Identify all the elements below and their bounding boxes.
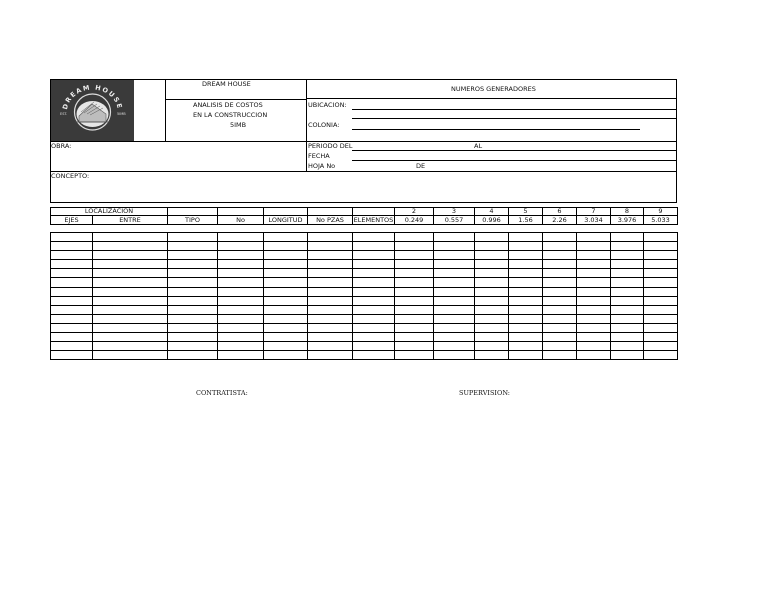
table-cell[interactable] xyxy=(644,278,678,287)
house-logo-icon xyxy=(51,80,134,141)
supervision-label: SUPERVISION: xyxy=(459,389,510,397)
table-cell[interactable] xyxy=(218,251,264,260)
table-cell[interactable] xyxy=(644,233,678,242)
table-cell[interactable] xyxy=(264,323,308,332)
table-cell[interactable] xyxy=(395,260,434,269)
table-cell[interactable] xyxy=(644,287,678,296)
table-cell[interactable] xyxy=(611,269,644,278)
table-cell[interactable] xyxy=(644,323,678,332)
contratista-label: CONTRATISTA: xyxy=(196,389,248,397)
table-cell[interactable] xyxy=(308,233,353,242)
table-row xyxy=(51,333,678,342)
table-cell[interactable] xyxy=(168,287,218,296)
table-cell[interactable] xyxy=(543,314,577,323)
table-cell[interactable] xyxy=(611,323,644,332)
table-cell[interactable] xyxy=(308,287,353,296)
table-cell[interactable] xyxy=(644,296,678,305)
table-cell[interactable] xyxy=(51,269,93,278)
company-logo xyxy=(51,80,134,141)
table-cell[interactable] xyxy=(353,342,395,351)
table-cell[interactable] xyxy=(168,342,218,351)
table-cell[interactable] xyxy=(93,351,168,360)
table-cell[interactable] xyxy=(308,314,353,323)
size-header: 6 xyxy=(543,208,577,216)
table-cell[interactable] xyxy=(543,251,577,260)
subtitle-line-1: ANALISIS DE COSTOS xyxy=(193,101,263,109)
size-header: 7 xyxy=(577,208,611,216)
table-cell[interactable] xyxy=(434,305,475,314)
table-cell[interactable] xyxy=(644,269,678,278)
table-cell[interactable] xyxy=(51,314,93,323)
table-cell[interactable] xyxy=(264,333,308,342)
table-cell[interactable] xyxy=(264,260,308,269)
table-cell[interactable] xyxy=(353,314,395,323)
table-cell[interactable] xyxy=(51,305,93,314)
table-cell[interactable] xyxy=(264,314,308,323)
table-cell[interactable] xyxy=(51,278,93,287)
table-row xyxy=(51,242,678,251)
table-cell[interactable] xyxy=(509,287,543,296)
colonia-label: COLONIA: xyxy=(308,121,340,129)
table-cell[interactable] xyxy=(264,242,308,251)
table-cell[interactable] xyxy=(264,233,308,242)
table-cell[interactable] xyxy=(51,342,93,351)
table-cell[interactable] xyxy=(168,351,218,360)
table-cell[interactable] xyxy=(308,260,353,269)
elementos-header: ELEMENTOS xyxy=(353,215,394,224)
table-cell[interactable] xyxy=(93,242,168,251)
table-cell[interactable] xyxy=(395,314,434,323)
table-row xyxy=(51,314,678,323)
table-cell[interactable] xyxy=(51,333,93,342)
table-cell[interactable] xyxy=(264,287,308,296)
table-cell[interactable] xyxy=(93,305,168,314)
table-cell[interactable] xyxy=(577,296,611,305)
table-cell[interactable] xyxy=(475,323,509,332)
entre-header: ENTRE xyxy=(93,216,168,225)
table-cell[interactable] xyxy=(218,305,264,314)
table-cell[interactable] xyxy=(475,287,509,296)
table-cell[interactable] xyxy=(353,233,395,242)
table-cell[interactable] xyxy=(264,342,308,351)
table-cell[interactable] xyxy=(509,305,543,314)
table-cell[interactable] xyxy=(308,323,353,332)
table-cell[interactable] xyxy=(543,278,577,287)
table-cell[interactable] xyxy=(543,260,577,269)
table-cell[interactable] xyxy=(168,333,218,342)
table-cell[interactable] xyxy=(395,242,434,251)
table-cell[interactable] xyxy=(353,269,395,278)
table-cell[interactable] xyxy=(509,269,543,278)
table-cell[interactable] xyxy=(308,342,353,351)
table-cell[interactable] xyxy=(543,351,577,360)
table-cell[interactable] xyxy=(611,287,644,296)
weight-header: 3.976 xyxy=(611,216,644,225)
table-cell[interactable] xyxy=(353,333,395,342)
table-cell[interactable] xyxy=(168,251,218,260)
table-cell[interactable] xyxy=(264,278,308,287)
table-cell[interactable] xyxy=(264,305,308,314)
table-cell[interactable] xyxy=(395,305,434,314)
table-cell[interactable] xyxy=(93,269,168,278)
table-cell[interactable] xyxy=(218,323,264,332)
table-cell[interactable] xyxy=(543,305,577,314)
table-cell[interactable] xyxy=(611,314,644,323)
table-cell[interactable] xyxy=(475,260,509,269)
column-header-table xyxy=(50,207,678,225)
table-cell[interactable] xyxy=(395,323,434,332)
table-cell[interactable] xyxy=(475,351,509,360)
table-cell[interactable] xyxy=(543,333,577,342)
table-cell[interactable] xyxy=(353,251,395,260)
table-cell[interactable] xyxy=(509,314,543,323)
table-cell[interactable] xyxy=(353,351,395,360)
table-cell[interactable] xyxy=(611,233,644,242)
periodo-label: PERIODO DEL xyxy=(308,142,353,150)
table-cell[interactable] xyxy=(577,342,611,351)
table-cell[interactable] xyxy=(353,242,395,251)
table-cell[interactable] xyxy=(509,342,543,351)
table-row xyxy=(51,342,678,351)
table-cell[interactable] xyxy=(434,296,475,305)
company-name: DREAM HOUSE xyxy=(202,80,251,88)
table-cell[interactable] xyxy=(543,242,577,251)
obra-label: OBRA: xyxy=(51,142,72,150)
table-cell[interactable] xyxy=(577,269,611,278)
table-row xyxy=(51,287,678,296)
table-cell[interactable] xyxy=(543,269,577,278)
table-cell[interactable] xyxy=(218,342,264,351)
table-cell[interactable] xyxy=(395,351,434,360)
table-cell[interactable] xyxy=(353,287,395,296)
table-cell[interactable] xyxy=(168,260,218,269)
table-cell[interactable] xyxy=(308,278,353,287)
table-cell[interactable] xyxy=(434,333,475,342)
weight-header: 0.996 xyxy=(475,216,509,225)
table-cell[interactable] xyxy=(611,305,644,314)
ubicacion-line xyxy=(352,109,677,110)
tipo-header: TIPO xyxy=(168,216,218,225)
table-cell[interactable] xyxy=(475,305,509,314)
table-cell[interactable] xyxy=(543,287,577,296)
table-cell[interactable] xyxy=(308,351,353,360)
table-cell[interactable] xyxy=(577,333,611,342)
table-cell[interactable] xyxy=(308,333,353,342)
table-cell[interactable] xyxy=(168,305,218,314)
table-cell[interactable] xyxy=(644,305,678,314)
table-cell[interactable] xyxy=(395,287,434,296)
table-cell[interactable] xyxy=(218,269,264,278)
table-cell[interactable] xyxy=(51,260,93,269)
table-cell[interactable] xyxy=(51,287,93,296)
table-cell[interactable] xyxy=(509,242,543,251)
document-title: NUMEROS GENERADORES xyxy=(451,85,536,93)
table-cell[interactable] xyxy=(395,333,434,342)
table-cell[interactable] xyxy=(395,251,434,260)
table-cell[interactable] xyxy=(644,242,678,251)
table-cell[interactable] xyxy=(611,260,644,269)
table-cell[interactable] xyxy=(93,342,168,351)
table-row xyxy=(51,296,678,305)
table-cell[interactable] xyxy=(218,296,264,305)
table-row xyxy=(51,251,678,260)
table-cell[interactable] xyxy=(353,296,395,305)
table-cell[interactable] xyxy=(353,260,395,269)
table-cell[interactable] xyxy=(434,242,475,251)
table-cell[interactable] xyxy=(264,269,308,278)
table-cell[interactable] xyxy=(509,251,543,260)
table-cell[interactable] xyxy=(353,278,395,287)
table-cell[interactable] xyxy=(577,351,611,360)
table-cell[interactable] xyxy=(93,296,168,305)
concepto-block xyxy=(50,171,677,203)
table-cell[interactable] xyxy=(475,342,509,351)
table-cell[interactable] xyxy=(577,242,611,251)
table-cell[interactable] xyxy=(308,251,353,260)
table-row xyxy=(51,269,678,278)
table-cell[interactable] xyxy=(509,351,543,360)
table-cell[interactable] xyxy=(168,323,218,332)
size-header: 2 xyxy=(395,208,434,216)
table-cell[interactable] xyxy=(434,323,475,332)
weight-header: 0.557 xyxy=(434,216,475,225)
header-block xyxy=(50,79,677,172)
table-cell[interactable] xyxy=(543,296,577,305)
table-cell[interactable] xyxy=(395,342,434,351)
table-cell[interactable] xyxy=(353,323,395,332)
table-cell[interactable] xyxy=(509,233,543,242)
table-cell[interactable] xyxy=(93,278,168,287)
table-cell[interactable] xyxy=(509,296,543,305)
table-cell[interactable] xyxy=(577,233,611,242)
ubicacion-label: UBICACION: xyxy=(308,101,347,109)
table-cell[interactable] xyxy=(611,296,644,305)
table-cell[interactable] xyxy=(577,323,611,332)
table-cell[interactable] xyxy=(644,351,678,360)
table-cell[interactable] xyxy=(218,260,264,269)
ejes-header: EJES xyxy=(51,216,93,225)
table-cell[interactable] xyxy=(395,296,434,305)
table-cell[interactable] xyxy=(93,233,168,242)
table-cell[interactable] xyxy=(168,314,218,323)
weight-header: 1.56 xyxy=(509,216,543,225)
table-cell[interactable] xyxy=(509,260,543,269)
table-cell[interactable] xyxy=(51,296,93,305)
size-header: 9 xyxy=(644,208,678,216)
table-cell[interactable] xyxy=(218,333,264,342)
table-cell[interactable] xyxy=(644,342,678,351)
table-row xyxy=(51,233,678,242)
table-cell[interactable] xyxy=(51,351,93,360)
al-label: AL xyxy=(474,142,483,150)
weight-header: 5.033 xyxy=(644,216,678,225)
table-cell[interactable] xyxy=(308,242,353,251)
table-cell[interactable] xyxy=(611,278,644,287)
table-cell[interactable] xyxy=(475,296,509,305)
de-label: DE xyxy=(416,162,426,170)
table-cell[interactable] xyxy=(434,342,475,351)
table-cell[interactable] xyxy=(264,296,308,305)
table-cell[interactable] xyxy=(51,323,93,332)
table-cell[interactable] xyxy=(218,351,264,360)
table-cell[interactable] xyxy=(434,251,475,260)
table-row xyxy=(51,305,678,314)
table-cell[interactable] xyxy=(577,287,611,296)
table-cell[interactable] xyxy=(434,233,475,242)
table-cell[interactable] xyxy=(168,233,218,242)
table-row xyxy=(51,351,678,360)
table-cell[interactable] xyxy=(93,333,168,342)
table-cell[interactable] xyxy=(611,251,644,260)
table-cell[interactable] xyxy=(577,278,611,287)
table-cell[interactable] xyxy=(434,260,475,269)
table-cell[interactable] xyxy=(168,269,218,278)
table-cell[interactable] xyxy=(264,251,308,260)
table-cell[interactable] xyxy=(51,233,93,242)
table-cell[interactable] xyxy=(308,305,353,314)
table-cell[interactable] xyxy=(434,269,475,278)
size-header: 3 xyxy=(434,208,475,216)
table-cell[interactable] xyxy=(543,342,577,351)
table-cell[interactable] xyxy=(353,305,395,314)
table-cell[interactable] xyxy=(218,242,264,251)
hoja-label: HOJA No xyxy=(308,162,336,170)
colonia-line xyxy=(352,129,640,130)
table-cell[interactable] xyxy=(51,251,93,260)
table-row xyxy=(51,323,678,332)
size-header: 4 xyxy=(475,208,509,216)
weight-header: 0.249 xyxy=(395,216,434,225)
subtitle-line-2: EN LA CONSTRUCCION xyxy=(193,111,268,119)
table-cell[interactable] xyxy=(434,314,475,323)
table-cell[interactable] xyxy=(434,351,475,360)
table-cell[interactable] xyxy=(577,260,611,269)
table-cell[interactable] xyxy=(644,333,678,342)
size-header: 5 xyxy=(509,208,543,216)
table-cell[interactable] xyxy=(475,314,509,323)
table-cell[interactable] xyxy=(644,260,678,269)
weight-header: 3.034 xyxy=(577,216,611,225)
table-row xyxy=(51,278,678,287)
table-cell[interactable] xyxy=(577,314,611,323)
table-cell[interactable] xyxy=(475,269,509,278)
table-cell[interactable] xyxy=(168,278,218,287)
table-cell[interactable] xyxy=(51,242,93,251)
table-cell[interactable] xyxy=(218,314,264,323)
table-cell[interactable] xyxy=(218,233,264,242)
table-cell[interactable] xyxy=(509,333,543,342)
table-cell[interactable] xyxy=(577,305,611,314)
table-cell[interactable] xyxy=(644,314,678,323)
table-cell[interactable] xyxy=(218,287,264,296)
table-cell[interactable] xyxy=(509,278,543,287)
table-cell[interactable] xyxy=(475,278,509,287)
table-cell[interactable] xyxy=(475,251,509,260)
table-cell[interactable] xyxy=(395,278,434,287)
table-cell[interactable] xyxy=(434,287,475,296)
table-cell[interactable] xyxy=(577,251,611,260)
table-cell[interactable] xyxy=(644,251,678,260)
logo-arc-text: DREAM HOUSE xyxy=(61,83,124,111)
logo-left-text: EST. xyxy=(60,112,68,116)
fecha-label: FECHA xyxy=(308,152,330,160)
table-cell[interactable] xyxy=(475,333,509,342)
table-row xyxy=(51,260,678,269)
table-cell[interactable] xyxy=(308,296,353,305)
table-cell[interactable] xyxy=(509,323,543,332)
table-cell[interactable] xyxy=(308,269,353,278)
weight-header: 2.26 xyxy=(543,216,577,225)
localizacion-header: LOCALIZACION xyxy=(51,208,168,216)
size-header: 8 xyxy=(611,208,644,216)
table-cell[interactable] xyxy=(93,314,168,323)
no-pzas-header: No PZAS xyxy=(308,216,353,225)
table-cell[interactable] xyxy=(168,242,218,251)
subtitle-line-3: 5IMB xyxy=(230,121,247,129)
table-cell[interactable] xyxy=(543,233,577,242)
data-entry-table xyxy=(50,232,678,360)
longitud-header: LONGITUD xyxy=(264,216,308,225)
table-cell[interactable] xyxy=(611,351,644,360)
table-cell[interactable] xyxy=(93,260,168,269)
table-cell[interactable] xyxy=(218,278,264,287)
table-cell[interactable] xyxy=(395,233,434,242)
table-cell[interactable] xyxy=(264,351,308,360)
table-cell[interactable] xyxy=(475,242,509,251)
table-cell[interactable] xyxy=(611,342,644,351)
table-cell[interactable] xyxy=(395,269,434,278)
logo-right-text: 5IMB xyxy=(117,112,126,116)
table-cell[interactable] xyxy=(434,278,475,287)
no-header: No xyxy=(218,216,264,225)
table-cell[interactable] xyxy=(611,333,644,342)
table-cell[interactable] xyxy=(168,296,218,305)
table-cell[interactable] xyxy=(93,287,168,296)
table-cell[interactable] xyxy=(611,242,644,251)
concepto-label: CONCEPTO: xyxy=(51,172,90,180)
table-cell[interactable] xyxy=(475,233,509,242)
table-cell[interactable] xyxy=(93,323,168,332)
table-cell[interactable] xyxy=(543,323,577,332)
table-cell[interactable] xyxy=(93,251,168,260)
